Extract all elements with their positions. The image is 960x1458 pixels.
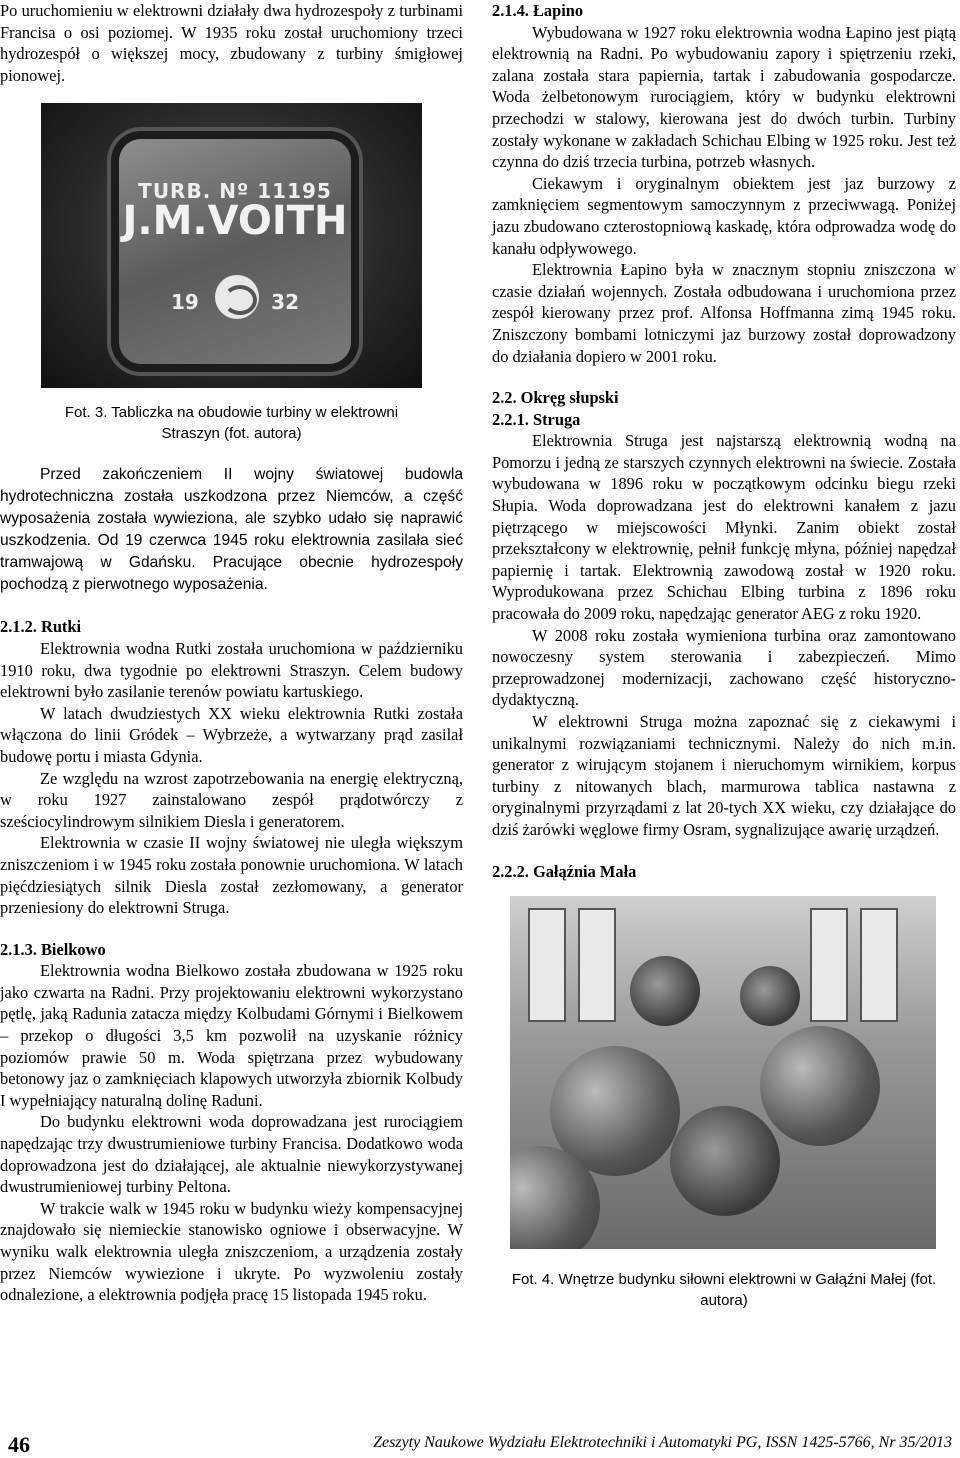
war-damage-paragraph: Przed zakończeniem II wojny światowej budowla hydrotechniczna została uszkodzona przez Niemców, a część wyposażenia została wywieziona, ale szybko udało się naprawić uszkodzenia. Od 19 czerwca 1945 roku elektrownia zasilała sieć tramwajową w Gdańsku. Pracujące obecnie hydrozespoły pochodzą z pierwotnego wyposażenia. [0,466,463,594]
rutki-paragraph-1: Elektrownia wodna Rutki została uruchomiona w październiku 1910 roku, dwa tygodnie po elektrowni Straszyn. Celem budowy elektrowni było zasilanie terenów powiatu kartuskiego. [0,638,463,702]
plate-maker: J.M.VOITH [122,198,348,245]
window [860,908,898,1022]
left-column [0,0,463,1306]
intro-paragraph: Po uruchomieniu w elektrowni działały dwa hydrozespoły z turbinami Francisa o osi poziomej. W 1935 roku został uruchomiony trzeci hydrozespół o większej mocy, zbudowany z turbiny śmigłowej pionowej. [0,1,463,85]
heading-bielkowo: 2.1.3. Bielkowo [0,939,106,959]
window [528,908,566,1022]
turbine-casing [760,1026,880,1146]
heading-okreg-slupski: 2.2. Okręg słupski [492,388,619,408]
plate-year-right: 32 [271,290,299,315]
bielkowo-paragraph-2: Do budynku elektrowni woda doprowadzana jest rurociągiem napędzając trzy dwustrumieniowe turbiny Francisa. Dodatkowo woda doprowadzona jest do działającej, ale aktualnie niewykorzystywanej dwustrumieniowej turbiny Peltona. [0,1112,463,1197]
rutki-paragraph-4: Elektrownia w czasie II wojny światowej nie uległa większym zniszczeniom i w 1945 roku została ponownie uruchomiona. W latach pięćdziesiątych silnik Diesla został zezłomowany, a generator przeniesiony do elektrowni Struga. [0,833,463,918]
voith-wave-logo-icon [215,275,259,319]
heading-lapino: 2.1.4. Łapino [492,1,584,20]
heading-galaznia-mala: 2.2.2. Gałąźnia Mała [492,861,637,881]
lapino-paragraph-2: Ciekawym i oryginalnym obiektem jest jaz burzowy z zamknięciem segmentowym samoczynnym z przeciwwagą. Poniżej jazu zbudowano czterostopniową kaskadę, która odprowadza wodę do kanału odpływowego. [492,173,956,258]
power-hall-photo [510,896,936,1249]
plate-turbine-number: TURB. Nº 11195 [138,179,332,204]
generator [670,1106,780,1216]
lapino-paragraph-3: Elektrownia Łapino była w znacznym stopniu zniszczona w czasie działań wojennych. Została odbudowana i uruchomiona przez zespół kierowany przez prof. Alfonsa Hoffmanna zimą 1945 roku. Zniszczony bombami lotniczymi jaz burzowy został doprowadzony do działania dopiero w 2001 roku. [492,260,956,366]
turbine-plate-photo [41,103,422,388]
lapino-paragraph-1: Wybudowana w 1927 roku elektrownia wodna Łapino jest piątą elektrownią na Radni. Po wybudowaniu zapory i spiętrzeniu rzeki, zalana została stara papiernia, tartak i zabudowania gospodarcze. Woda żelbetonowym rurociągiem, który w budynku elektrowni przechodzi w stalowy, kierowana jest do dwóch turbin. Turbiny zostały wykonane w zakładach Schichau Elbing w 1925 roku. Jest też czynna do dziś trzecia turbina, potrzeb własnych. [492,22,956,172]
figure-3-caption: Fot. 3. Tabliczka na obudowie turbiny w elektrowni Straszyn (fot. autora) [64,404,399,443]
heading-struga: 2.2.1. Struga [492,409,581,429]
window [810,908,848,1022]
plate-year-left: 19 [171,290,199,315]
journal-reference: Zeszyty Naukowe Wydziału Elektrotechniki i Automatyki PG, ISSN 1425-5766, Nr 35/2013 [373,1434,952,1451]
bielkowo-paragraph-3: W trakcie walk w 1945 roku w budynku wieży kompensacyjnej znajdowało się niemieckie stanowisko ogniowe i obserwacyjne. W wyniku walk elektrownia uległa zniszczeniom, a urządzenia zostały przez Niemców wywiezione i ukryte. Po wyzwoleniu zostały odnalezione, a elektrownia podjęła pracę 15 listopada 1945 roku. [0,1198,463,1305]
page-footer [0,1434,960,1456]
generator [630,956,700,1026]
bielkowo-paragraph-1: Elektrownia wodna Bielkowo została zbudowana w 1925 roku jako czwarta na Radni. Przy projektowaniu elektrowni wykorzystano pętlę, jaką Radunia zatacza między Kolbudami Górnymi i Bielkowem – przekop o długości 3,5 km pozwolił na uzyskanie różnicy poziomów prawie 50 m. Woda spiętrzana przez wybudowany betonowy jaz o zamknięciach klapowych utworzyła zbiornik Kolbudy I wypełniający naturalną dolinę Raduni. [0,961,463,1110]
voith-plate [119,139,351,364]
figure-4-caption: Fot. 4. Wnętrze budynku siłowni elektrowni w Gałąźni Małej (fot. autora) [511,1271,937,1310]
struga-paragraph-2: W 2008 roku została wymieniona turbina oraz zamontowano nowoczesny system sterowania i zabezpieczeń. Mimo przeprowadzonej modernizacji, zachowano część historyczno-dydaktyczną. [492,625,956,710]
right-column [492,0,956,1311]
page-number: 46 [8,1432,30,1457]
heading-rutki: 2.1.2. Rutki [0,617,82,637]
rutki-paragraph-3: Ze względu na wzrost zapotrzebowania na energię elektryczną, w roku 1927 zainstalowano zespół prądotwórczy z sześciocylindrowym silnikiem Diesla i generatorem. [0,768,463,831]
window [578,908,616,1022]
generator [740,966,800,1026]
struga-paragraph-1: Elektrownia Struga jest najstarszą elektrownią wodną na Pomorzu i jedną ze starszych czynnych elektrowni na świecie. Została wybudowana w 1896 roku w początkowym odcinku biegu rzeki Słupia. Woda doprowadzana jest do elektrowni kanałem z jazu piętrzącego w miejscowości Młynki. Zanim obiekt został przekształcony w elektrownię, pełnił funkcję młyna, później napędzał papiernię i tartak. Elektrownią zawodową został w 1920 roku. Wyprodukowana przez Schichau Elbing turbina z 1896 roku pracowała do 2009 roku, napędzając generator AEG z roku 1920. [492,431,956,624]
struga-paragraph-3: W elektrowni Struga można zapoznać się z ciekawymi i unikalnymi rozwiązaniami technicznymi. Należy do nich m.in. generator z wirującym stojanem i nieruchomym wirnikiem, korpus turbiny z nitowanych blach, marmurowa tablica nastawna z oryginalnymi przyrządami z lat 20-tych XX wieku, czy działające do dziś żarówki węglowe firmy Osram, sygnalizujące awarię urządzeń. [492,712,956,839]
rutki-paragraph-2: W latach dwudziestych XX wieku elektrownia Rutki została włączona do linii Gródek – Wybrzeże, a wytwarzany prąd zasilał budowę portu i miasta Gdynia. [0,703,463,766]
